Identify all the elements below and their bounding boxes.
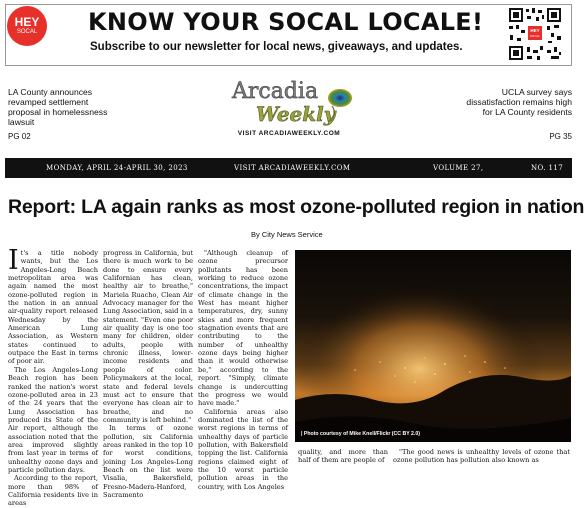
qr-code-icon[interactable] <box>507 6 563 62</box>
article-paragraph: California areas also dominated the list of the worst regions in terms of unhealthy days of particle pollution, with Bakersfield topping the list. California regions claimed eight of the 10 worst particle pollution areas in the country, with Los Angeles <box>198 407 288 491</box>
smog-city-photo <box>295 250 571 442</box>
hey-socal-logo <box>7 6 47 46</box>
issue-number: NO. 117 <box>531 164 564 172</box>
article-paragraph: According to the report, more than 98% of California residents live in areas <box>8 474 98 508</box>
banner-headline: KNOW YOUR SOCAL LOCALE! <box>88 8 484 36</box>
article-paragraph: "Although cleanup of ozone precursor pollutants has been working to reduce ozone concentrations, the impact of climate change in the West has meant higher temperatures, dry, sunny skies and more frequent stagnation events that are contributing to the number of unhealthy ozone days being higher than it would otherwise be," according to the report. "Simply, climate change is undercutting the progress we would have made." <box>198 249 288 408</box>
volume-number: VOLUME 27, <box>433 164 484 172</box>
article-paragraph: quality, and more than half of them are people of <box>298 448 388 465</box>
dateline-site-link[interactable]: VISIT ARCADIAWEEKLY.COM <box>234 164 351 172</box>
banner-subline: Subscribe to our newsletter for local news, giveaways, and updates. <box>90 41 463 53</box>
left-teaser-link[interactable]: LA County announces revamped settlement proposal in homelessness lawsuit <box>8 87 108 127</box>
dateline-bar <box>5 158 572 178</box>
logo-arcadia-text: Arcadia <box>232 79 319 104</box>
right-teaser-link[interactable]: UCLA survey says dissatisfaction remains high for LA County residents <box>466 87 572 117</box>
photo-credit: | Photo courtesy of Mike Knell/Flickr (CC BY 2.0) <box>301 431 420 437</box>
peacock-feather-icon <box>328 89 352 107</box>
arcadia-weekly-logo[interactable] <box>228 76 358 126</box>
article-paragraph: "The good news is unhealthy levels of ozone that ozone pollution has pollution also known as <box>393 448 570 465</box>
article-paragraph: The Los Angeles-Long Beach region has been ranked the nation's worst ozone-polluted area in 23 of the 24 years that the Lung Association has produced its State of the Air report, although the association noted that the area improved slightly from last year in terms of unhealthy ozone days and particle pollution days. <box>8 365 98 474</box>
right-teaser-page: PG 35 <box>549 132 572 141</box>
badge-top-text: HEY <box>14 15 40 29</box>
article-paragraph <box>8 245 98 366</box>
issue-date: MONDAY, APRIL 24-APRIL 30, 2023 <box>46 164 188 172</box>
article-paragraph: progress in California, but there is much work to be done to ensure every Californian has clean, healthy air to breathe," Mariela Ruacho, Clean Air Advocacy manager for the Lung Association, said in a statement. "Even one poor air quality day is one too many for children, older adults, people with chronic illness, lower-income residents and people of color. Policymakers at the local, state and federal levels must act to ensure that everyone has clean air to breathe, and no community is left behind." <box>103 249 193 424</box>
article-column-2 <box>103 249 193 499</box>
qr-label: HEY <box>530 28 540 33</box>
article-paragraph: In terms of ozone pollution, six California areas ranked in the top 10 for worst conditions, joining Los Angeles-Long Beach on the list were Visalia, Bakersfield, Fresno-Madera-Hanford, Sacramento <box>103 424 193 499</box>
logo-weekly-text: Weekly <box>256 102 336 126</box>
badge-bottom-text: SOCAL <box>16 29 38 35</box>
article-column-1 <box>8 245 98 508</box>
article-byline: By City News Service <box>251 230 323 239</box>
article-column-4 <box>298 448 388 465</box>
paragraph-text: t's a title nobody wants, but the Los Angeles-Long Beach metropolitan area was again named the most ozone-polluted region in the nation in an annual air-quality report released Wednesday by the American Lung Association, as Western states continued to outpace the East in terms of poor air. <box>8 249 98 366</box>
qr-label-sub: SOCAL <box>529 34 541 38</box>
left-teaser-page: PG 02 <box>8 132 31 141</box>
article-headline: Report: LA again ranks as most ozone-polluted region in nation <box>8 196 584 218</box>
article-column-5 <box>393 448 570 465</box>
article-column-3 <box>198 249 288 491</box>
drop-cap: I <box>8 245 19 276</box>
masthead-visit-link[interactable]: VISIT ARCADIAWEEKLY.COM <box>237 130 341 137</box>
